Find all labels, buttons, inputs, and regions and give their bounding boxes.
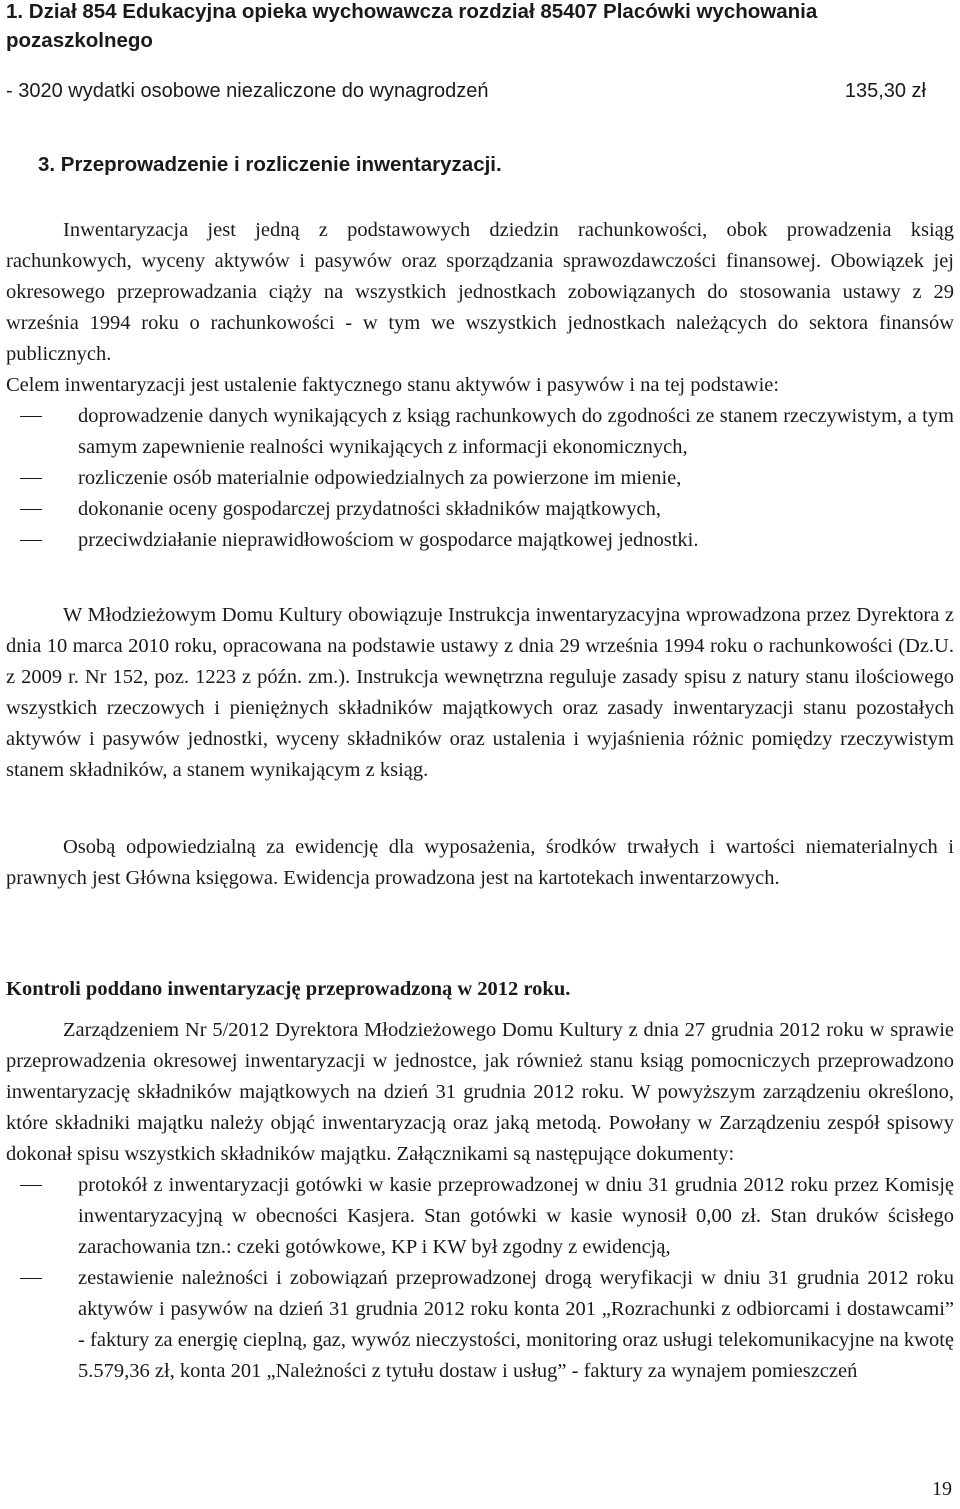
dash-bullet-icon	[20, 1185, 42, 1186]
list-item-text: rozliczenie osób materialnie odpowiedzialnych za powierzone im mienie,	[78, 467, 682, 489]
dash-bullet-icon	[20, 1278, 42, 1279]
list-item-text: zestawienie należności i zobowiązań przeprowadzonej drogą weryfikacji w dniu 31 grudnia 2012 roku aktywów i pasywów na dzień 31 grudnia 2012 roku konta 201 „Rozrachunki z odbiorcami i dostawcami” - faktury za energię cieplną, gaz, wywóz nieczystości, monitoring oraz usługi telekomunikacyjne na kwotę 5.579,36 zł, konta 201 „Należności z tytułu dostaw i usług” - faktury za wynajem pomieszczeń	[78, 1267, 954, 1382]
paragraph-4: Osobą odpowiedzialną za ewidencję dla wyposażenia, środków trwałych i wartości niematerialnych i prawnych jest Główna księgowa. Ewidencja prowadzona jest na kartotekach inwentarzowych.	[6, 836, 954, 889]
list-item	[6, 463, 954, 494]
list-item-text: dokonanie oceny gospodarczej przydatności składników majątkowych,	[78, 498, 661, 520]
body-block-1	[6, 215, 954, 556]
list-item	[6, 401, 954, 463]
paragraph-3: W Młodzieżowym Domu Kultury obowiązuje Instrukcja inwentaryzacyjna wprowadzona przez Dyrektora z dnia 10 marca 2010 roku, opracowana na podstawie ustawy z dnia 29 września 1994 roku o rachunkowości (Dz.U. z 2009 r. Nr 152, poz. 1223 z późn. zm.). Instrukcja wewnętrzna reguluje zasady spisu z natury stanu ilościowego wszystkich rzeczowych i pieniężnych składników majątkowych oraz zasady inwentaryzacji stanu pozostałych aktywów i pasywów jednostki, wyceny składników oraz ustalenia i wyjaśnienia różnic pomiędzy rzeczywistym stanem składników, a stanem wynikającym z ksiąg.	[6, 604, 954, 781]
expense-label: - 3020 wydatki osobowe niezaliczone do wynagrodzeń	[6, 80, 489, 102]
list-item-text: protokół z inwentaryzacji gotówki w kasie przeprowadzonej w dniu 31 grudnia 2012 roku przez Komisję inwentaryzacyjną w obecności Kasjera. Stan gotówki w kasie wynosił 0,00 zł. Stan druków ścisłego zarachowania tzn.: czeki gotówkowe, KP i KW był zgodny z ewidencją,	[78, 1174, 954, 1258]
list-item	[6, 1263, 954, 1387]
paragraph-1: Inwentaryzacja jest jedną z podstawowych dziedzin rachunkowości, obok prowadzenia ksiąg rachunkowych, wyceny aktywów i pasywów oraz sporządzania sprawozdawczości finansowej. Obowiązek jej okresowego przeprowadzania ciąży na wszystkich jednostkach zobowiązanych do stosowania ustawy z 29 września 1994 roku o rachunkowości - w tym we wszystkich jednostkach należących do sektora finansów publicznych.	[6, 219, 954, 365]
dash-bullet-icon	[20, 509, 42, 510]
paragraph-5: Zarządzeniem Nr 5/2012 Dyrektora Młodzieżowego Domu Kultury z dnia 27 grudnia 2012 roku w sprawie przeprowadzenia okresowej inwentaryzacji w jednostce, jak również stanu ksiąg pomocniczych przeprowadzono inwentaryzację składników majątkowych na dzień 31 grudnia 2012 roku. W powyższym zarządzeniu określono, które składniki majątku należy objąć inwentaryzacją oraz jaką metodą. Powołany w Zarządzeniu zespół spisowy dokonał spisu wszystkich składników majątku. Załącznikami są następujące dokumenty:	[6, 1019, 954, 1165]
attachments-list	[6, 1170, 954, 1387]
page-number: 19	[932, 1478, 952, 1500]
dash-bullet-icon	[20, 540, 42, 541]
list-item-text: przeciwdziałanie nieprawidłowościom w gospodarce majątkowej jednostki.	[78, 529, 699, 551]
subheading: 3. Przeprowadzenie i rozliczenie inwentaryzacji.	[38, 153, 502, 176]
list-item	[6, 525, 954, 556]
control-heading: Kontroli poddano inwentaryzację przeprowadzoną w 2012 roku.	[6, 978, 571, 1000]
goals-list	[6, 401, 954, 556]
body-block-4	[6, 1015, 954, 1387]
section-heading: 1. Dział 854 Edukacyjna opieka wychowawcza rozdział 85407 Placówki wychowania pozaszkolnego	[6, 0, 818, 52]
dash-bullet-icon	[20, 478, 42, 479]
list-item	[6, 1170, 954, 1263]
body-block-3	[6, 832, 954, 894]
list-item	[6, 494, 954, 525]
expense-line	[6, 76, 926, 107]
dash-bullet-icon	[20, 416, 42, 417]
list-item-text: doprowadzenie danych wynikających z ksiąg rachunkowych do zgodności ze stanem rzeczywistym, a tym samym zapewnienie realności wynikających z informacji ekonomicznych,	[78, 405, 954, 458]
expense-amount: 135,30 zł	[844, 80, 926, 102]
body-block-2	[6, 600, 954, 786]
paragraph-2: Celem inwentaryzacji jest ustalenie faktycznego stanu aktywów i pasywów i na tej podstawie:	[6, 374, 780, 396]
